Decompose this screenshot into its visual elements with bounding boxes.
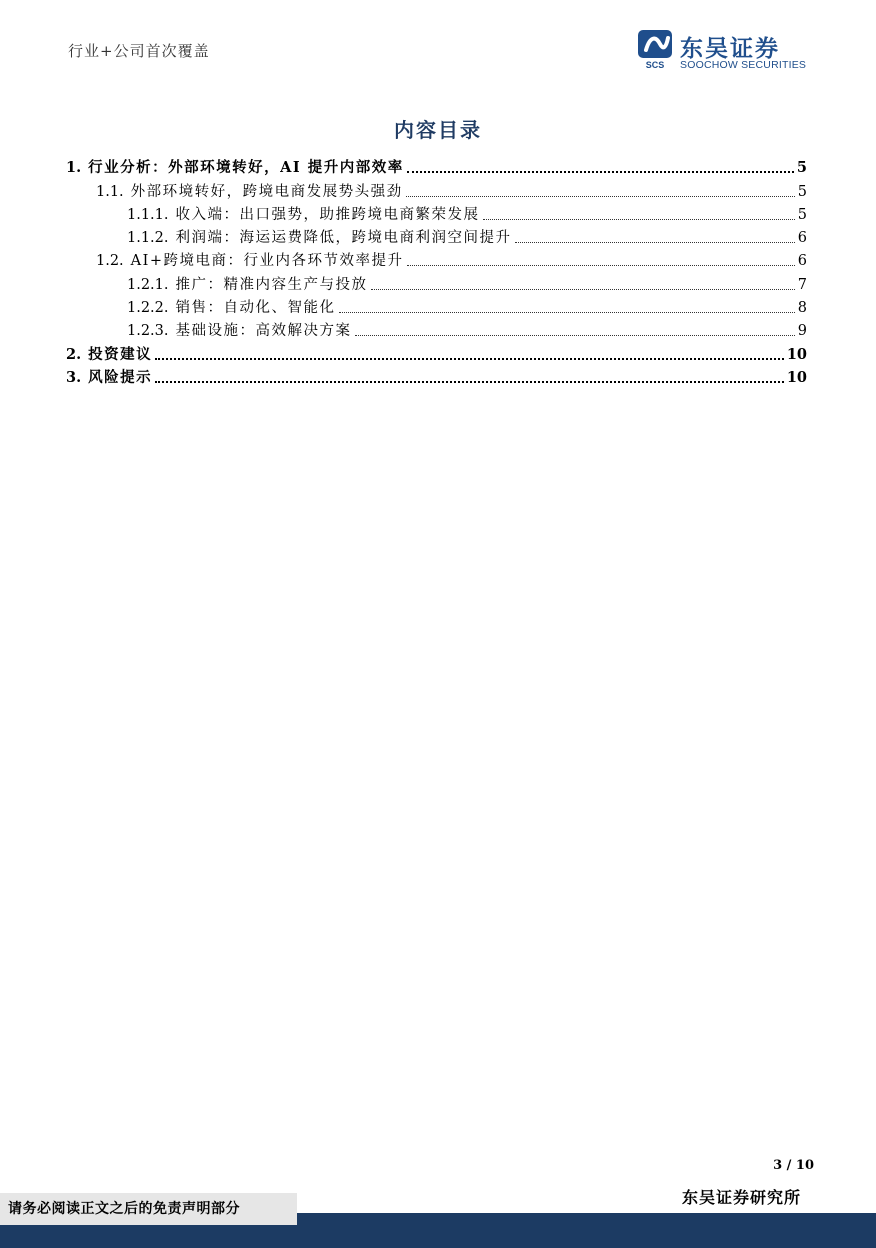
- toc-entry-page: 5: [797, 206, 807, 223]
- footer-organization: 东吴证券研究所: [681, 1188, 801, 1207]
- toc-entry-title: 收入端：出口强势，助推跨境电商繁荣发展: [175, 206, 480, 223]
- toc-entry-number: 1.1.: [96, 183, 124, 200]
- toc-entry-page: 7: [797, 276, 807, 293]
- logo-english-name: SOOCHOW SECURITIES: [680, 59, 807, 71]
- toc-entry-page: 5: [796, 159, 807, 177]
- toc-entry-number: 1.: [66, 159, 82, 177]
- toc-entry-page: 8: [797, 300, 807, 317]
- toc-entry[interactable]: [66, 154, 807, 177]
- toc-entry-number: 3.: [66, 368, 82, 386]
- toc-entry-number: 2.: [66, 345, 82, 363]
- toc-entry-number: 1.2.: [96, 253, 124, 270]
- disclaimer-notice: 请务必阅读正文之后的免责声明部分: [0, 1193, 297, 1225]
- toc-dot-leader: [155, 357, 784, 360]
- toc-entry-page: 6: [797, 253, 807, 270]
- table-of-contents: [66, 154, 807, 387]
- toc-entry[interactable]: [66, 364, 807, 387]
- toc-dot-leader: [407, 170, 794, 173]
- toc-dot-leader: [483, 218, 795, 220]
- toc-entry-page: 10: [786, 345, 807, 363]
- toc-entry-page: 10: [786, 368, 807, 386]
- toc-entry[interactable]: [66, 177, 807, 200]
- toc-entry-title: AI+跨境电商：行业内各环节效率提升: [130, 253, 404, 270]
- toc-entry-page: 6: [797, 230, 807, 247]
- toc-entry-number: 1.2.1.: [127, 276, 169, 293]
- toc-entry-page: 9: [797, 323, 807, 340]
- page-indicator: 3 / 10: [773, 1158, 814, 1173]
- toc-dot-leader: [339, 311, 795, 313]
- toc-entry-number: 1.2.2.: [127, 300, 169, 317]
- toc-entry[interactable]: [66, 270, 807, 293]
- toc-title: 内容目录: [394, 118, 482, 142]
- svg-text:SCS: SCS: [645, 60, 665, 70]
- toc-entry-number: 1.1.1.: [127, 206, 169, 223]
- toc-entry-title: 投资建议: [88, 345, 153, 363]
- toc-entry[interactable]: [66, 317, 807, 340]
- toc-entry[interactable]: [66, 340, 807, 363]
- toc-entry-title: 推广：精准内容生产与投放: [175, 276, 368, 293]
- toc-entry-title: 销售：自动化、智能化: [175, 300, 336, 317]
- toc-entry[interactable]: [66, 247, 807, 270]
- toc-entry-number: 1.1.2.: [127, 230, 169, 247]
- toc-dot-leader: [355, 334, 795, 336]
- toc-entry-title: 外部环境转好，跨境电商发展势头强劲: [130, 183, 403, 200]
- header-left-label: 行业+公司首次覆盖: [68, 42, 210, 60]
- toc-entry[interactable]: [66, 201, 807, 224]
- scs-logo-icon: [638, 30, 674, 70]
- toc-dot-leader: [407, 264, 795, 266]
- toc-entry-title: 风险提示: [88, 368, 153, 386]
- toc-entry[interactable]: [66, 224, 807, 247]
- company-logo: [638, 30, 818, 72]
- logo-chinese-name: 东吴证券: [680, 36, 780, 62]
- toc-dot-leader: [371, 288, 795, 290]
- toc-dot-leader: [155, 380, 784, 383]
- toc-entry-number: 1.2.3.: [127, 323, 169, 340]
- toc-entry-title: 基础设施：高效解决方案: [175, 323, 352, 340]
- toc-dot-leader: [406, 195, 795, 197]
- toc-entry-title: 利润端：海运运费降低，跨境电商利润空间提升: [175, 230, 512, 247]
- toc-entry-page: 5: [797, 183, 807, 200]
- toc-entry[interactable]: [66, 294, 807, 317]
- toc-entry-title: 行业分析：外部环境转好，AI 提升内部效率: [88, 159, 404, 177]
- toc-dot-leader: [515, 241, 795, 243]
